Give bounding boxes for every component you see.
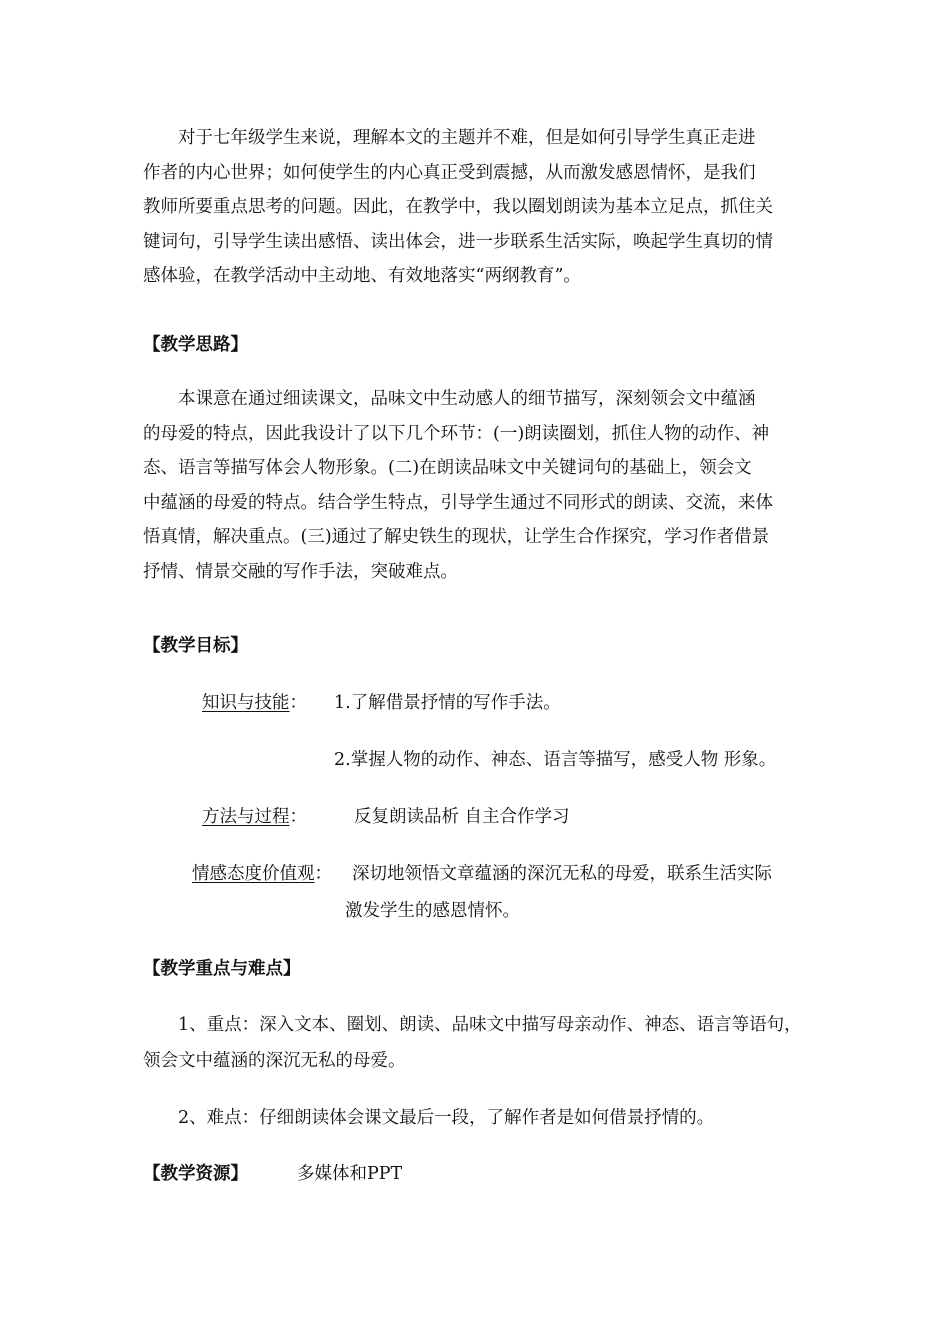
- knowledge-label: 知识与技能: [202, 693, 290, 713]
- knowledge-item-2: 2.掌握人物的动作、神态、语言等描写，感受人物 形象。: [334, 750, 777, 770]
- resources-text: 多媒体和PPT: [297, 1164, 403, 1184]
- key-point-1-line-2: 领会文中蕴涵的深沉无私的母爱。: [143, 1051, 406, 1071]
- intro-line: 教师所要重点思考的问题。因此，在教学中，我以圈划朗读为基本立足点，抓住关: [143, 197, 773, 218]
- resources-heading: 【教学资源】: [143, 1164, 248, 1184]
- emotion-label: 情感态度价值观: [192, 864, 315, 884]
- emotion-separator: ：: [314, 864, 332, 884]
- method-text: 反复朗读品析 自主合作学习: [354, 807, 570, 827]
- emotion-label-row: [192, 860, 332, 885]
- thinking-line: 悟真情，解决重点。(三)通过了解史铁生的现状，让学生合作探究，学习作者借景: [143, 527, 770, 548]
- method-separator: ：: [289, 807, 307, 827]
- intro-line: 对于七年级学生来说，理解本文的主题并不难，但是如何引导学生真正走进: [178, 128, 756, 148]
- emotion-text-line-1: 深切地领悟文章蕴涵的深沉无私的母爱，联系生活实际: [352, 864, 772, 884]
- thinking-paragraph: [143, 382, 809, 590]
- knowledge-label-row: [202, 689, 307, 714]
- knowledge-separator: ：: [289, 693, 307, 713]
- emotion-text-line-2: 激发学生的感恩情怀。: [345, 901, 520, 921]
- thinking-line: 态、语言等描写体会人物形象。(二)在朗读品味文中关键词句的基础上，领会文: [143, 458, 752, 479]
- thinking-line: 的母爱的特点，因此我设计了以下几个环节：(一)朗读圈划，抓住人物的动作、神: [143, 423, 770, 444]
- intro-line: 键词句，引导学生读出感悟、读出体会，进一步联系生活实际，唤起学生真切的情: [143, 231, 773, 252]
- method-label-row: [202, 803, 307, 828]
- knowledge-item-1: 1.了解借景抒情的写作手法。: [334, 693, 561, 713]
- key-point-1-line-1: 1、重点：深入文本、圈划、朗读、品味文中描写母亲动作、神态、语言等语句，: [178, 1015, 802, 1035]
- key-point-2: 2、难点：仔细朗读体会课文最后一段，了解作者是如何借景抒情的。: [178, 1108, 715, 1128]
- thinking-line: 本课意在通过细读课文，品味文中生动感人的细节描写，深刻领会文中蕴涵: [178, 389, 756, 409]
- intro-paragraph: [143, 121, 809, 294]
- thinking-heading: 【教学思路】: [143, 335, 248, 355]
- key-points-heading: 【教学重点与难点】: [143, 959, 301, 979]
- thinking-line: 抒情、情景交融的写作手法，突破难点。: [143, 561, 458, 582]
- thinking-line: 中蕴涵的母爱的特点。结合学生特点，引导学生通过不同形式的朗读、交流，来体: [143, 492, 773, 513]
- intro-line: 作者的内心世界；如何使学生的内心真正受到震撼，从而激发感恩情怀，是我们: [143, 162, 756, 183]
- intro-line: 感体验，在教学活动中主动地、有效地落实“两纲教育”。: [143, 266, 581, 287]
- goals-heading: 【教学目标】: [143, 636, 248, 656]
- method-label: 方法与过程: [202, 807, 290, 827]
